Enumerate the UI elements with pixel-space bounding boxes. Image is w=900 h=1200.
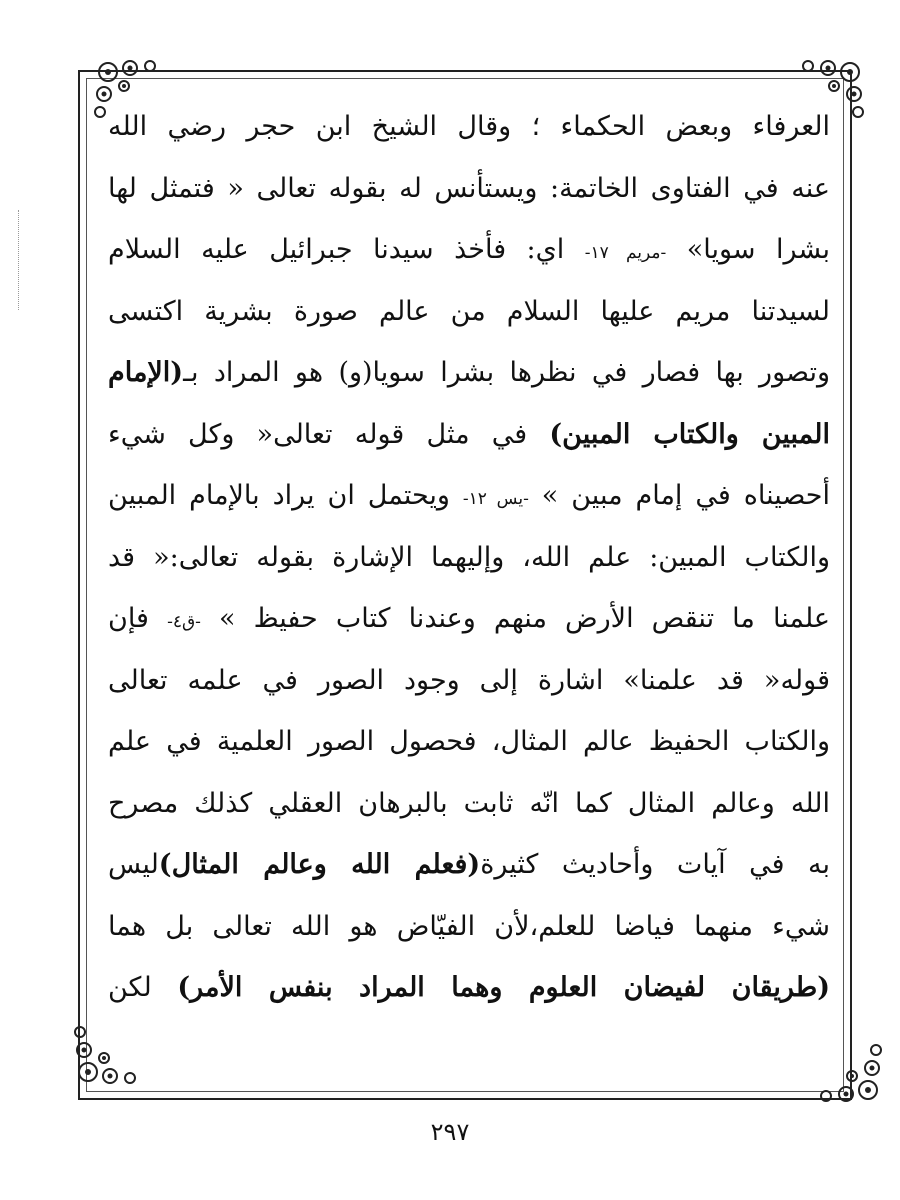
text-span: فإن: [108, 603, 168, 634]
text-line: [108, 158, 830, 220]
text-line: [108, 773, 830, 835]
text-line: [108, 465, 830, 527]
text-span: شيء منهما فياضا للعلم،لأن الفيّاض هو الله تعالى بل هما: [108, 910, 830, 942]
text-line: [108, 834, 830, 896]
text-span: علمنا ما تنقص الأرض منهم وعندنا كتاب حفيظ »: [200, 603, 830, 634]
text-span: بشرا سويا»: [666, 234, 830, 265]
text-span: وتصور بها فصار في نظرها بشرا سويا(و) هو المراد بـ: [183, 357, 830, 388]
text-span: العرفاء وبعض الحكماء ؛ وقال الشيخ ابن حجر رضي الله: [108, 111, 830, 142]
text-line: [108, 588, 830, 650]
text-span: لسيدتنا مريم عليها السلام من عالم صورة بشرية اكتسى: [108, 295, 830, 327]
text-span: قوله« قد علمنا» اشارة إلى وجود الصور في علمه تعالى: [108, 664, 830, 696]
text-span: والكتاب الحفيظ عالم المثال، فحصول الصور العلمية في علم: [108, 726, 830, 757]
bold-text-span: (فعلم الله وعالم المثال): [158, 849, 481, 880]
page-number: ٢٩٧: [430, 1118, 470, 1146]
floral-corner-ornament-icon: [808, 1042, 886, 1106]
text-line: [108, 281, 830, 343]
text-span: الله وعالم المثال كما انّه ثابت بالبرهان العقلي كذلك مصرح: [108, 787, 830, 819]
citation-span: -ق٤-: [167, 612, 201, 632]
text-span: عنه في الفتاوى الخاتمة: ويستأنس له بقوله تعالى « فتمثل لها: [108, 172, 830, 204]
text-span: به في آيات وأحاديث كثيرة: [480, 849, 830, 880]
bold-text-span: (الإمام: [108, 357, 184, 388]
citation-span: -يس ١٢-: [462, 489, 529, 509]
text-line: [108, 342, 830, 404]
text-span: أحصيناه في إمام مبين »: [528, 480, 830, 511]
text-line: [108, 896, 830, 958]
text-span: والكتاب المبين: علم الله، وإليهما الإشارة بقوله تعالى:« قد: [108, 541, 830, 573]
text-line: [108, 711, 830, 773]
floral-corner-ornament-icon: [70, 1024, 148, 1088]
text-line: [108, 404, 830, 466]
text-line: [108, 650, 830, 712]
bold-text-span: المبين والكتاب المبين): [549, 418, 830, 450]
text-span: ليس: [108, 849, 159, 880]
text-span: في مثل قوله تعالى« وكل شيء: [108, 418, 550, 450]
text-line: [108, 957, 830, 1019]
text-line: [108, 96, 830, 158]
citation-span: -مريم ١٧-: [584, 243, 667, 263]
text-line: [108, 527, 830, 589]
body-text: [108, 96, 830, 1019]
scan-edge-marks: [18, 210, 27, 310]
text-span: لكن: [108, 972, 178, 1003]
bold-text-span: (طريقان لفيضان العلوم وهما المراد بنفس الأمر): [177, 972, 830, 1003]
text-line: [108, 219, 830, 281]
text-span: ويحتمل ان يراد بالإمام المبين: [108, 480, 463, 511]
text-span: اي: فأخذ سيدنا جبرائيل عليه السلام: [108, 234, 585, 265]
